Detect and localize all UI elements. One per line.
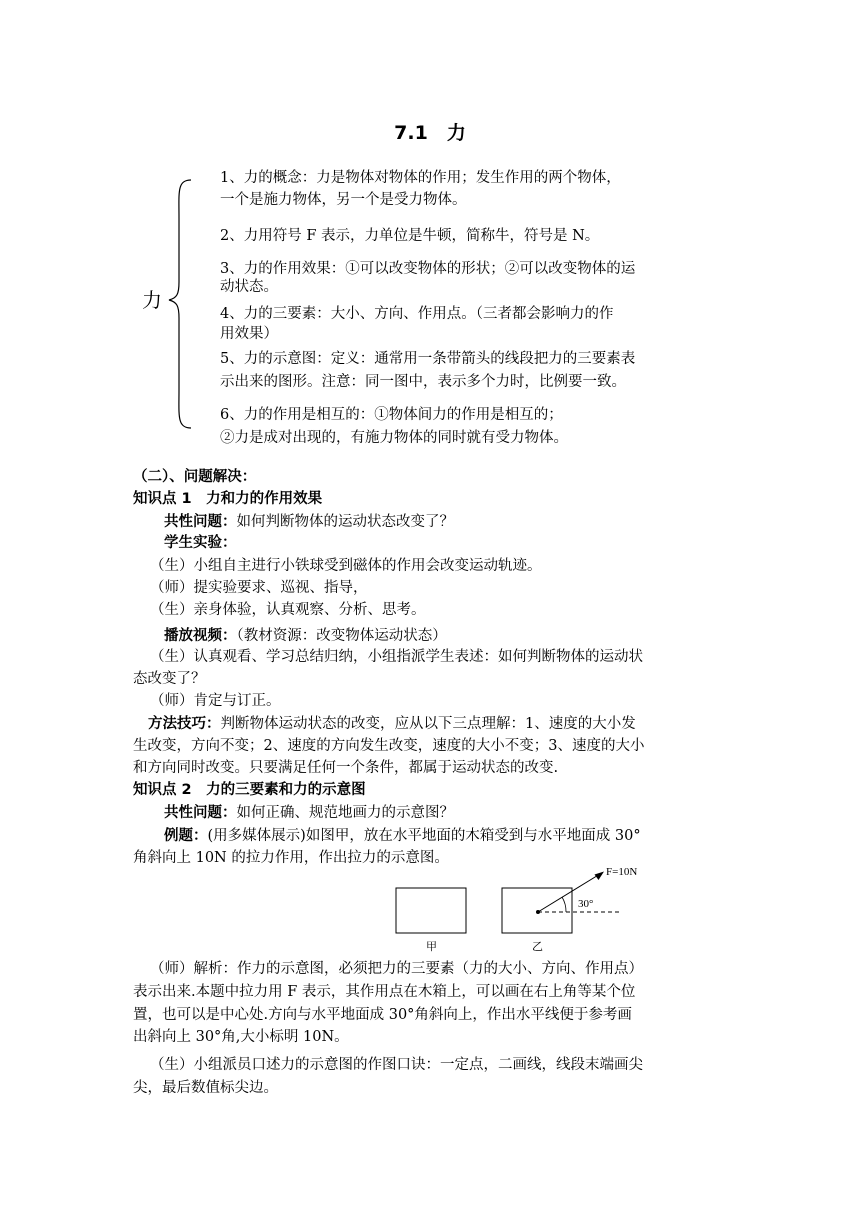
- kp2-example-line-2: 角斜向上 10N 的拉力作用，作出拉力的示意图。: [133, 850, 449, 866]
- brace-item-5-line-1: 5、力的示意图：定义：通常用一条带箭头的线段把力的三要素表: [220, 351, 636, 367]
- box-jia: [396, 888, 466, 933]
- left-brace-icon: [165, 178, 197, 430]
- kp1-step-2: （师）提实验要求、巡视、指导，: [150, 580, 368, 596]
- angle-label: 30°: [578, 898, 594, 910]
- kp1-common-text: 如何判断物体的运动状态改变了？: [236, 514, 454, 530]
- kp1-common-question: [164, 510, 454, 531]
- kp2-example-line-1: [164, 824, 641, 845]
- brace-item-1-line-1: 1、力的概念：力是物体对物体的作用；发生作用的两个物体，: [220, 170, 621, 186]
- brace-item-3-line-1: 3、力的作用效果：①可以改变物体的形状；②可以改变物体的运: [220, 261, 636, 277]
- force-arrowhead-icon: [595, 872, 605, 881]
- kp1-step2-1: （生）认真观看、学习总结归纳，小组指派学生表述：如何判断物体的运动状: [150, 649, 643, 665]
- kp1-step-1: （生）小组自主进行小铁球受到磁体的作用会改变运动轨迹。: [150, 558, 542, 574]
- kp1-method-text-1: 判断物体运动状态的改变，应从以下三点理解：1、速度的大小发: [220, 716, 636, 732]
- kp2-heading: 知识点 2 力的三要素和力的示意图: [133, 782, 366, 798]
- brace-item-4-line-1: 4、力的三要素：大小、方向、作用点。（三者都会影响力的作: [220, 306, 614, 322]
- brace-item-1-line-2: 一个是施力物体，另一个是受力物体。: [220, 192, 467, 208]
- brace-item-6-line-1: 6、力的作用是相互的：①物体间力的作用是相互的；: [220, 407, 563, 423]
- kp2-common-label: 共性问题：: [164, 805, 237, 821]
- kp1-step2-2: 态改变了？: [133, 671, 206, 687]
- brace-item-3-line-2: 动状态。: [220, 279, 278, 295]
- kp2-student-line-1: （生）小组派员口述力的示意图的作图口诀：一定点，二画线，线段末端画尖: [150, 1057, 643, 1073]
- angle-arc: [562, 897, 566, 912]
- kp1-common-label: 共性问题：: [164, 514, 237, 530]
- kp2-analysis-line-2: 表示出来.本题中拉力用 F 表示，其作用点在木箱上，可以画在右上角等某个位: [133, 984, 636, 1000]
- kp1-exp-label: 学生实验：: [164, 535, 237, 551]
- kp2-student-line-2: 尖，最后数值标尖边。: [133, 1080, 278, 1096]
- kp2-analysis-line-1: （师）解析：作力的示意图，必须把力的三要素（力的大小、方向、作用点）: [150, 961, 643, 977]
- kp1-video-label: 播放视频：: [164, 628, 237, 644]
- force-label: F=10N: [606, 866, 638, 878]
- kp1-step2-3: （师）肯定与订正。: [150, 693, 281, 709]
- kp1-video-text: （教材资源：改变物体运动状态）: [236, 628, 447, 644]
- brace-label: 力: [142, 288, 162, 312]
- brace-item-6-line-2: ②力是成对出现的，有施力物体的同时就有受力物体。: [220, 430, 568, 446]
- kp1-video: [164, 624, 447, 645]
- kp2-analysis-line-3: 置，也可以是中心处.方向与水平地面成 30°角斜向上，作出水平线便于参考画: [133, 1007, 632, 1023]
- kp1-method-line-1: [148, 712, 636, 733]
- kp1-method-label: 方法技巧：: [148, 716, 221, 732]
- kp1-step-3: （生）亲身体验，认真观察、分析、思考。: [150, 602, 426, 618]
- caption-yi: 乙: [532, 940, 543, 953]
- brace-item-5-line-2: 示出来的图形。注意：同一图中，表示多个力时，比例要一致。: [220, 374, 626, 390]
- kp2-example-text-1: (用多媒体展示)如图甲，放在水平地面的木箱受到与水平地面成 30°: [207, 828, 641, 844]
- kp2-analysis-line-4: 出斜向上 30°角,大小标明 10N。: [133, 1029, 349, 1045]
- kp1-heading: 知识点 1 力和力的作用效果: [133, 491, 323, 507]
- page-title: 7.1 力: [394, 122, 466, 144]
- action-point-dot: [536, 910, 540, 914]
- brace-item-2-line-1: 2、力用符号 F 表示，力单位是牛顿，简称牛，符号是 N。: [220, 228, 600, 244]
- kp1-method-line-3: 和方向同时改变。只要满足任何一个条件，都属于运动状态的改变.: [133, 760, 559, 776]
- kp2-common-text: 如何正确、规范地画力的示意图？: [236, 805, 454, 821]
- brace-item-4-line-2: 用效果）: [220, 326, 278, 342]
- section-heading: （二）、问题解决：: [133, 469, 257, 485]
- kp2-common-question: [164, 801, 454, 822]
- caption-jia: 甲: [426, 940, 437, 953]
- kp2-example-label: 例题：: [164, 828, 208, 844]
- kp1-method-line-2: 生改变，方向不变；2、速度的方向发生改变，速度的大小不变；3、速度的大小: [133, 738, 645, 754]
